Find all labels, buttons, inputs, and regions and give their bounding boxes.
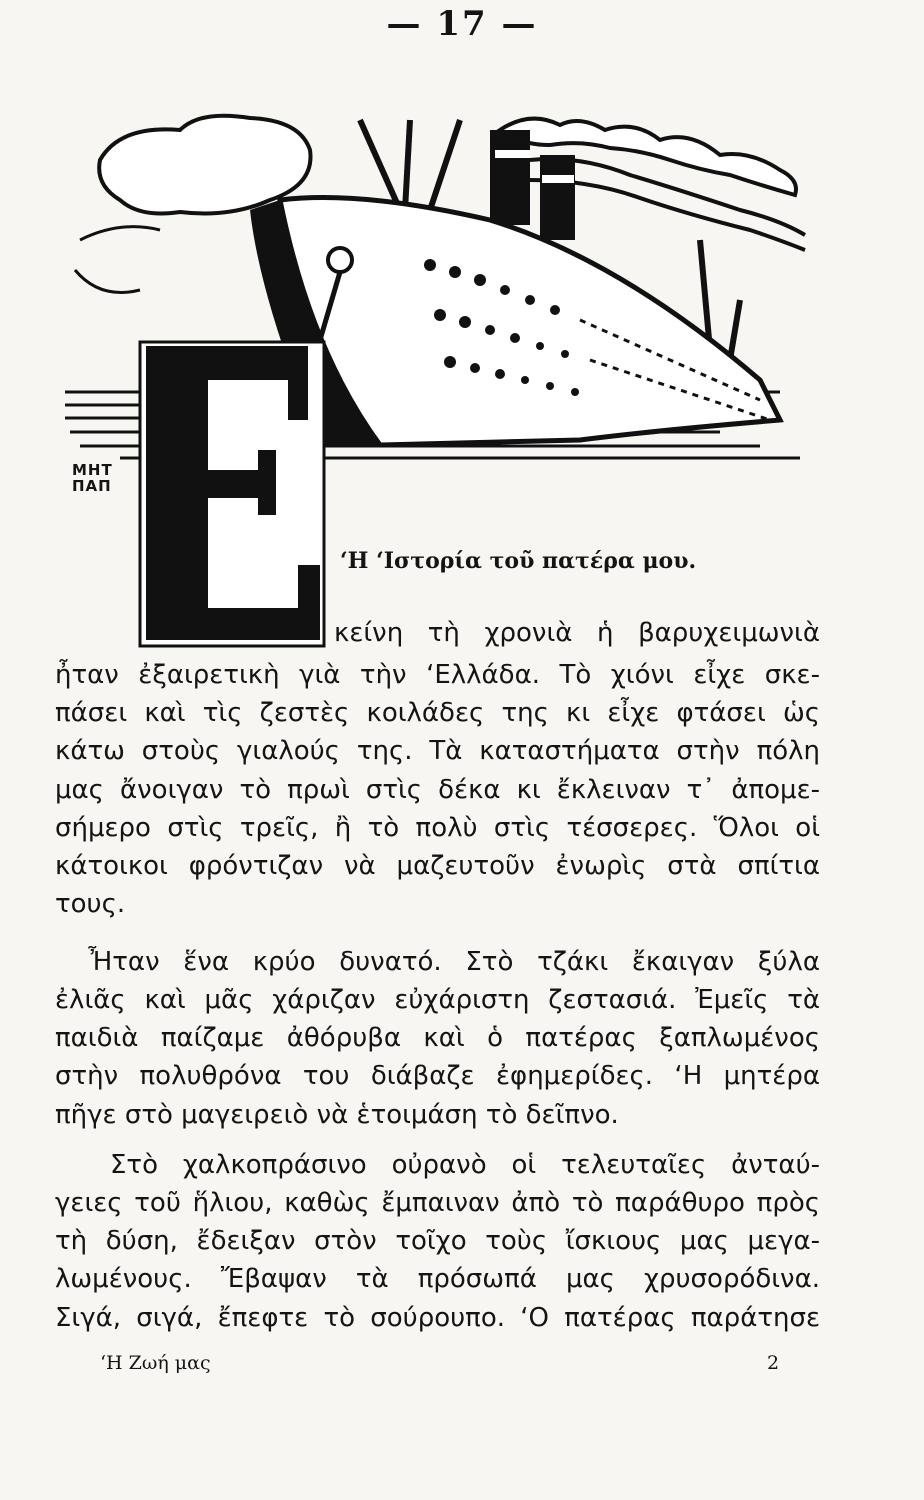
text-line: Σιγά, σιγά, ἔπεφτε τὸ σούρουπο. ‘Ο πατέρας παράτησε [55,1302,820,1333]
text-line: κάτω στοὺς γιαλούς της. Τὰ καταστήματα στὴν πόλη [55,736,820,767]
paragraph-3 [55,1184,820,1337]
drop-cap [138,340,326,648]
paragraph-3-first [110,1146,820,1184]
text-line: ἐλιᾶς καὶ μᾶς χάριζαν εὐχάριστη ζεστασιά. Ἐμεῖς τὰ [55,985,820,1015]
text-line: μας ἄνοιγαν τὸ πρωὶ στὶς δέκα κι ἔκλειναν τ᾽ ἀπομε- [55,774,820,805]
text-line: γειες τοῦ ἥλιου, καθὼς ἔμπαιναν ἀπὸ τὸ παράθυρο πρὸς [55,1188,820,1218]
text-line: λωμένους. Ἔβαψαν τὰ πρόσωπά μας χρυσορόδινα. [55,1264,820,1295]
illustrator-signature: ΜΗΤ ΠΑΠ [72,461,113,495]
paragraph-2 [55,981,820,1134]
text-line: τὴ δύση, ἔδειξαν στὸν τοῖχο τοὺς ἴσκιους μας μεγα- [55,1226,820,1257]
text-line: κάτοικοι φρόντιζαν νὰ μαζευτοῦν ἐνωρὶς στὰ σπίτια [55,851,820,882]
footer-signature-mark: 2 [767,1352,780,1374]
text-line: παιδιὰ παίζαμε ἀθόρυβα καὶ ὁ πατέρας ξαπλωμένος [55,1023,820,1054]
text-line: Στὸ χαλκοπράσινο οὐρανὸ οἱ τελευταῖες ἀνταύ- [110,1150,820,1180]
text-line: πῆγε στὸ μαγειρειὸ νὰ ἑτοιμάση τὸ δεῖπνο. [55,1099,619,1130]
first-line: κείνη τὴ χρονιὰ ἡ βαρυχειμωνιὰ [334,618,820,648]
chapter-title: ‘Η ‘Ιστορία τοῦ πατέρα μου. [340,548,697,574]
text-line: τους. [55,889,126,920]
footer-book-title: ‘Η Ζωή μας [100,1352,211,1374]
page-number: — 17 — [386,4,538,44]
text-line: σήμερο στὶς τρεῖς, ἢ τὸ πολὺ στὶς τέσσερες. Ὅλοι οἱ [55,812,820,843]
paragraph-1 [55,656,820,923]
text-line: ἦταν ἐξαιρετικὴ γιὰ τὴν ‘Ελλάδα. Τὸ χιόνι εἶχε σκε- [55,660,820,690]
text-line: πάσει καὶ τὶς ζεστὲς κοιλάδες της κι εἶχε φτάσει ὡς [55,698,820,729]
paragraph-2-first [88,943,820,981]
text-line: Ἦταν ἕνα κρύο δυνατό. Στὸ τζάκι ἔκαιγαν ξύλα [88,947,820,977]
text-line: στὴν πολυθρόνα του διάβαζε ἐφημερίδες. ‘Η μητέρα [55,1061,820,1092]
